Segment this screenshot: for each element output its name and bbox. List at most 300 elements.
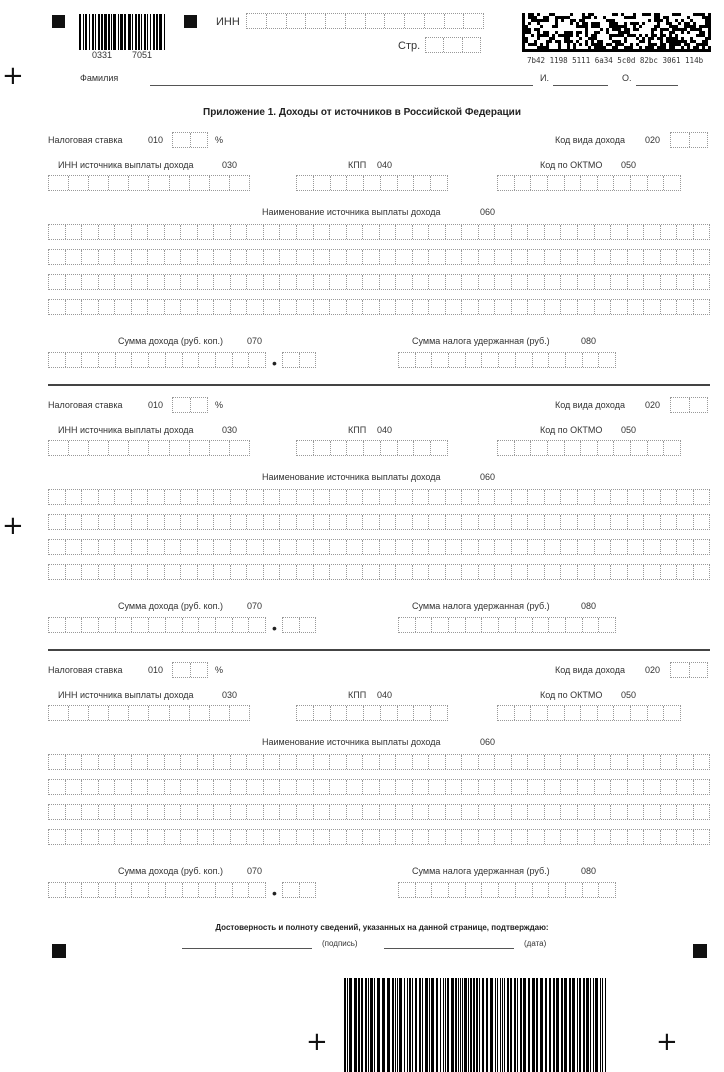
input-cell[interactable]: [561, 515, 578, 529]
input-cell[interactable]: [694, 275, 710, 289]
input-cell[interactable]: [165, 275, 182, 289]
input-cell[interactable]: [231, 780, 248, 794]
input-cell[interactable]: [148, 275, 165, 289]
input-cell[interactable]: [595, 540, 612, 554]
input-cell[interactable]: [429, 515, 446, 529]
input-cell[interactable]: [314, 300, 331, 314]
input-cell[interactable]: [132, 780, 149, 794]
input-cell[interactable]: [214, 300, 231, 314]
input-cell[interactable]: [363, 250, 380, 264]
input-cell[interactable]: [198, 225, 215, 239]
input-cell[interactable]: [331, 706, 348, 720]
input-cell[interactable]: [413, 830, 430, 844]
source-name-row[interactable]: [48, 539, 710, 555]
input-cell[interactable]: [628, 300, 645, 314]
input-cell[interactable]: [297, 441, 314, 455]
input-cell[interactable]: [330, 275, 347, 289]
input-cell[interactable]: [330, 300, 347, 314]
input-cell[interactable]: [396, 780, 413, 794]
input-cell[interactable]: [181, 565, 198, 579]
input-cell[interactable]: [498, 441, 515, 455]
input-cell[interactable]: [545, 805, 562, 819]
input-cell[interactable]: [599, 883, 615, 897]
input-cell[interactable]: [109, 706, 129, 720]
input-cell[interactable]: [462, 490, 479, 504]
input-cell[interactable]: [548, 706, 565, 720]
input-cell[interactable]: [528, 540, 545, 554]
input-cell[interactable]: [405, 14, 425, 28]
input-cell[interactable]: [283, 883, 300, 897]
input-cell[interactable]: [611, 805, 628, 819]
input-cell[interactable]: [149, 706, 169, 720]
input-cell[interactable]: [66, 618, 83, 632]
input-cell[interactable]: [533, 618, 550, 632]
input-cell[interactable]: [99, 275, 116, 289]
input-cell[interactable]: [148, 755, 165, 769]
input-cell[interactable]: [249, 353, 265, 367]
source-name-row[interactable]: [48, 564, 710, 580]
source-name-row[interactable]: [48, 754, 710, 770]
input-cell[interactable]: [429, 780, 446, 794]
input-cell[interactable]: [399, 353, 416, 367]
input-cell[interactable]: [512, 225, 529, 239]
input-cell[interactable]: [89, 706, 109, 720]
input-cell[interactable]: [396, 805, 413, 819]
input-cell[interactable]: [628, 565, 645, 579]
input-cell[interactable]: [595, 275, 612, 289]
input-cell[interactable]: [380, 805, 397, 819]
input-cell[interactable]: [247, 830, 264, 844]
kpp-field[interactable]: [296, 705, 448, 721]
input-cell[interactable]: [449, 883, 466, 897]
input-cell[interactable]: [199, 353, 216, 367]
input-cell[interactable]: [129, 706, 149, 720]
input-cell[interactable]: [99, 883, 116, 897]
input-cell[interactable]: [664, 176, 680, 190]
input-cell[interactable]: [267, 14, 287, 28]
input-cell[interactable]: [611, 515, 628, 529]
input-cell[interactable]: [306, 14, 326, 28]
input-cell[interactable]: [446, 490, 463, 504]
input-cell[interactable]: [214, 225, 231, 239]
input-cell[interactable]: [581, 706, 598, 720]
input-cell[interactable]: [399, 618, 416, 632]
input-cell[interactable]: [671, 398, 690, 412]
input-cell[interactable]: [644, 565, 661, 579]
input-cell[interactable]: [528, 805, 545, 819]
input-cell[interactable]: [297, 176, 314, 190]
input-cell[interactable]: [499, 353, 516, 367]
source-name-row[interactable]: [48, 249, 710, 265]
input-cell[interactable]: [644, 300, 661, 314]
input-cell[interactable]: [631, 176, 648, 190]
input-cell[interactable]: [628, 805, 645, 819]
input-cell[interactable]: [628, 780, 645, 794]
input-cell[interactable]: [429, 805, 446, 819]
input-cell[interactable]: [148, 830, 165, 844]
input-cell[interactable]: [466, 618, 483, 632]
source-name-row[interactable]: [48, 804, 710, 820]
tax-rate-field[interactable]: [172, 132, 208, 148]
input-cell[interactable]: [561, 300, 578, 314]
input-cell[interactable]: [413, 490, 430, 504]
input-cell[interactable]: [330, 565, 347, 579]
input-cell[interactable]: [628, 540, 645, 554]
input-cell[interactable]: [495, 250, 512, 264]
input-cell[interactable]: [614, 441, 631, 455]
input-cell[interactable]: [414, 176, 431, 190]
input-cell[interactable]: [495, 300, 512, 314]
input-cell[interactable]: [264, 830, 281, 844]
input-cell[interactable]: [446, 300, 463, 314]
input-cell[interactable]: [280, 565, 297, 579]
input-cell[interactable]: [347, 565, 364, 579]
input-cell[interactable]: [297, 490, 314, 504]
input-cell[interactable]: [49, 805, 66, 819]
input-cell[interactable]: [330, 225, 347, 239]
oktmo-field[interactable]: [497, 705, 681, 721]
input-cell[interactable]: [545, 490, 562, 504]
input-cell[interactable]: [631, 706, 648, 720]
input-cell[interactable]: [545, 540, 562, 554]
input-cell[interactable]: [528, 565, 545, 579]
input-cell[interactable]: [129, 176, 149, 190]
input-cell[interactable]: [628, 755, 645, 769]
input-cell[interactable]: [66, 830, 83, 844]
input-cell[interactable]: [611, 275, 628, 289]
input-cell[interactable]: [210, 441, 230, 455]
input-cell[interactable]: [66, 540, 83, 554]
input-cell[interactable]: [495, 275, 512, 289]
input-cell[interactable]: [347, 490, 364, 504]
input-cell[interactable]: [214, 490, 231, 504]
input-cell[interactable]: [190, 706, 210, 720]
input-cell[interactable]: [462, 250, 479, 264]
input-cell[interactable]: [512, 490, 529, 504]
input-cell[interactable]: [512, 780, 529, 794]
input-cell[interactable]: [614, 176, 631, 190]
input-cell[interactable]: [231, 565, 248, 579]
input-cell[interactable]: [66, 300, 83, 314]
input-cell[interactable]: [644, 250, 661, 264]
input-cell[interactable]: [165, 755, 182, 769]
input-cell[interactable]: [132, 618, 149, 632]
input-cell[interactable]: [363, 540, 380, 554]
input-cell[interactable]: [198, 490, 215, 504]
input-cell[interactable]: [611, 490, 628, 504]
input-cell[interactable]: [170, 176, 190, 190]
input-cell[interactable]: [648, 706, 665, 720]
input-cell[interactable]: [148, 565, 165, 579]
source-name-row[interactable]: [48, 224, 710, 240]
input-cell[interactable]: [132, 565, 149, 579]
input-cell[interactable]: [644, 755, 661, 769]
input-cell[interactable]: [432, 353, 449, 367]
input-cell[interactable]: [363, 755, 380, 769]
input-cell[interactable]: [565, 441, 582, 455]
input-cell[interactable]: [283, 353, 300, 367]
input-cell[interactable]: [644, 540, 661, 554]
input-cell[interactable]: [432, 883, 449, 897]
input-cell[interactable]: [214, 755, 231, 769]
input-cell[interactable]: [694, 830, 710, 844]
input-cell[interactable]: [498, 706, 515, 720]
input-cell[interactable]: [479, 250, 496, 264]
input-cell[interactable]: [82, 225, 99, 239]
input-cell[interactable]: [495, 780, 512, 794]
input-cell[interactable]: [264, 515, 281, 529]
input-cell[interactable]: [132, 830, 149, 844]
input-cell[interactable]: [462, 830, 479, 844]
input-cell[interactable]: [432, 618, 449, 632]
initial-o-line[interactable]: [636, 85, 678, 86]
input-cell[interactable]: [66, 515, 83, 529]
input-cell[interactable]: [247, 490, 264, 504]
input-cell[interactable]: [598, 176, 615, 190]
input-cell[interactable]: [482, 618, 499, 632]
input-cell[interactable]: [549, 353, 566, 367]
input-cell[interactable]: [115, 830, 132, 844]
input-cell[interactable]: [148, 225, 165, 239]
input-cell[interactable]: [363, 300, 380, 314]
input-cell[interactable]: [694, 540, 710, 554]
input-cell[interactable]: [347, 805, 364, 819]
input-cell[interactable]: [66, 755, 83, 769]
input-cell[interactable]: [677, 490, 694, 504]
input-cell[interactable]: [231, 250, 248, 264]
source-inn-field[interactable]: [48, 440, 250, 456]
input-cell[interactable]: [49, 755, 66, 769]
income-code-field[interactable]: [670, 397, 708, 413]
input-cell[interactable]: [482, 883, 499, 897]
input-cell[interactable]: [578, 490, 595, 504]
input-cell[interactable]: [49, 176, 69, 190]
input-cell[interactable]: [181, 225, 198, 239]
input-cell[interactable]: [330, 830, 347, 844]
input-cell[interactable]: [464, 14, 483, 28]
input-cell[interactable]: [446, 275, 463, 289]
input-cell[interactable]: [416, 883, 433, 897]
input-cell[interactable]: [479, 540, 496, 554]
input-cell[interactable]: [99, 540, 116, 554]
source-inn-field[interactable]: [48, 175, 250, 191]
input-cell[interactable]: [148, 515, 165, 529]
input-cell[interactable]: [347, 441, 364, 455]
input-cell[interactable]: [230, 441, 249, 455]
input-cell[interactable]: [148, 300, 165, 314]
input-cell[interactable]: [466, 353, 483, 367]
input-cell[interactable]: [99, 353, 116, 367]
input-cell[interactable]: [49, 441, 69, 455]
input-cell[interactable]: [49, 515, 66, 529]
input-cell[interactable]: [198, 755, 215, 769]
input-cell[interactable]: [581, 176, 598, 190]
input-cell[interactable]: [115, 300, 132, 314]
input-cell[interactable]: [280, 830, 297, 844]
input-cell[interactable]: [449, 618, 466, 632]
input-cell[interactable]: [82, 353, 99, 367]
input-cell[interactable]: [381, 176, 398, 190]
input-cell[interactable]: [149, 176, 169, 190]
input-cell[interactable]: [198, 250, 215, 264]
input-cell[interactable]: [545, 755, 562, 769]
input-cell[interactable]: [82, 490, 99, 504]
input-cell[interactable]: [661, 250, 678, 264]
input-cell[interactable]: [280, 540, 297, 554]
input-cell[interactable]: [515, 706, 532, 720]
input-cell[interactable]: [82, 300, 99, 314]
input-cell[interactable]: [231, 755, 248, 769]
input-cell[interactable]: [446, 540, 463, 554]
input-cell[interactable]: [49, 706, 69, 720]
input-cell[interactable]: [190, 176, 210, 190]
input-cell[interactable]: [148, 805, 165, 819]
input-cell[interactable]: [566, 883, 583, 897]
input-cell[interactable]: [314, 490, 331, 504]
input-cell[interactable]: [314, 755, 331, 769]
input-cell[interactable]: [561, 490, 578, 504]
input-cell[interactable]: [264, 805, 281, 819]
input-cell[interactable]: [314, 540, 331, 554]
input-cell[interactable]: [347, 300, 364, 314]
input-cell[interactable]: [149, 883, 166, 897]
input-cell[interactable]: [198, 805, 215, 819]
input-cell[interactable]: [398, 441, 415, 455]
input-cell[interactable]: [583, 618, 600, 632]
input-cell[interactable]: [132, 353, 149, 367]
input-cell[interactable]: [210, 706, 230, 720]
input-cell[interactable]: [183, 883, 200, 897]
input-cell[interactable]: [99, 250, 116, 264]
input-cell[interactable]: [413, 805, 430, 819]
input-cell[interactable]: [628, 250, 645, 264]
input-cell[interactable]: [396, 515, 413, 529]
input-cell[interactable]: [99, 225, 116, 239]
input-cell[interactable]: [166, 353, 183, 367]
input-cell[interactable]: [429, 490, 446, 504]
input-cell[interactable]: [109, 441, 129, 455]
input-cell[interactable]: [512, 805, 529, 819]
input-cell[interactable]: [446, 565, 463, 579]
input-cell[interactable]: [297, 225, 314, 239]
input-cell[interactable]: [99, 515, 116, 529]
input-cell[interactable]: [347, 275, 364, 289]
input-cell[interactable]: [677, 780, 694, 794]
input-cell[interactable]: [515, 441, 532, 455]
source-name-row[interactable]: [48, 514, 710, 530]
tax-rate-field[interactable]: [172, 397, 208, 413]
input-cell[interactable]: [531, 441, 548, 455]
input-cell[interactable]: [264, 565, 281, 579]
input-cell[interactable]: [198, 780, 215, 794]
input-cell[interactable]: [479, 275, 496, 289]
input-cell[interactable]: [429, 540, 446, 554]
input-cell[interactable]: [466, 883, 483, 897]
input-cell[interactable]: [330, 780, 347, 794]
income-code-field[interactable]: [670, 132, 708, 148]
source-name-row[interactable]: [48, 299, 710, 315]
input-cell[interactable]: [82, 830, 99, 844]
input-cell[interactable]: [69, 706, 89, 720]
input-cell[interactable]: [330, 805, 347, 819]
tax-withheld-field[interactable]: [398, 352, 616, 368]
input-cell[interactable]: [661, 565, 678, 579]
income-sum-rubles-field[interactable]: [48, 882, 266, 898]
source-inn-field[interactable]: [48, 705, 250, 721]
input-cell[interactable]: [545, 275, 562, 289]
input-cell[interactable]: [214, 565, 231, 579]
input-cell[interactable]: [99, 755, 116, 769]
input-cell[interactable]: [528, 780, 545, 794]
oktmo-field[interactable]: [497, 440, 681, 456]
input-cell[interactable]: [429, 250, 446, 264]
input-cell[interactable]: [214, 275, 231, 289]
input-cell[interactable]: [49, 353, 66, 367]
input-cell[interactable]: [191, 398, 208, 412]
input-cell[interactable]: [578, 780, 595, 794]
input-cell[interactable]: [664, 706, 680, 720]
input-cell[interactable]: [247, 14, 267, 28]
input-cell[interactable]: [297, 515, 314, 529]
input-cell[interactable]: [598, 706, 615, 720]
input-cell[interactable]: [446, 225, 463, 239]
source-name-row[interactable]: [48, 779, 710, 795]
input-cell[interactable]: [49, 250, 66, 264]
initial-i-line[interactable]: [553, 85, 608, 86]
input-cell[interactable]: [578, 565, 595, 579]
input-cell[interactable]: [380, 300, 397, 314]
input-cell[interactable]: [677, 515, 694, 529]
input-cell[interactable]: [528, 755, 545, 769]
input-cell[interactable]: [233, 883, 250, 897]
input-cell[interactable]: [595, 250, 612, 264]
input-cell[interactable]: [446, 780, 463, 794]
input-cell[interactable]: [214, 830, 231, 844]
input-cell[interactable]: [694, 515, 710, 529]
input-cell[interactable]: [115, 805, 132, 819]
input-cell[interactable]: [611, 565, 628, 579]
input-cell[interactable]: [479, 755, 496, 769]
input-cell[interactable]: [495, 755, 512, 769]
input-cell[interactable]: [297, 706, 314, 720]
input-cell[interactable]: [661, 515, 678, 529]
input-cell[interactable]: [628, 225, 645, 239]
input-cell[interactable]: [264, 225, 281, 239]
input-cell[interactable]: [414, 441, 431, 455]
input-cell[interactable]: [677, 830, 694, 844]
input-cell[interactable]: [578, 540, 595, 554]
input-cell[interactable]: [648, 176, 665, 190]
input-cell[interactable]: [181, 805, 198, 819]
input-cell[interactable]: [661, 805, 678, 819]
input-cell[interactable]: [364, 706, 381, 720]
input-cell[interactable]: [644, 275, 661, 289]
input-cell[interactable]: [566, 353, 583, 367]
input-cell[interactable]: [214, 515, 231, 529]
input-cell[interactable]: [644, 805, 661, 819]
income-sum-kopecks-field[interactable]: [282, 882, 316, 898]
input-cell[interactable]: [416, 353, 433, 367]
input-cell[interactable]: [561, 830, 578, 844]
input-cell[interactable]: [181, 490, 198, 504]
input-cell[interactable]: [398, 176, 415, 190]
input-cell[interactable]: [181, 515, 198, 529]
input-cell[interactable]: [49, 225, 66, 239]
tax-withheld-field[interactable]: [398, 617, 616, 633]
input-cell[interactable]: [479, 225, 496, 239]
input-cell[interactable]: [549, 883, 566, 897]
input-cell[interactable]: [165, 300, 182, 314]
